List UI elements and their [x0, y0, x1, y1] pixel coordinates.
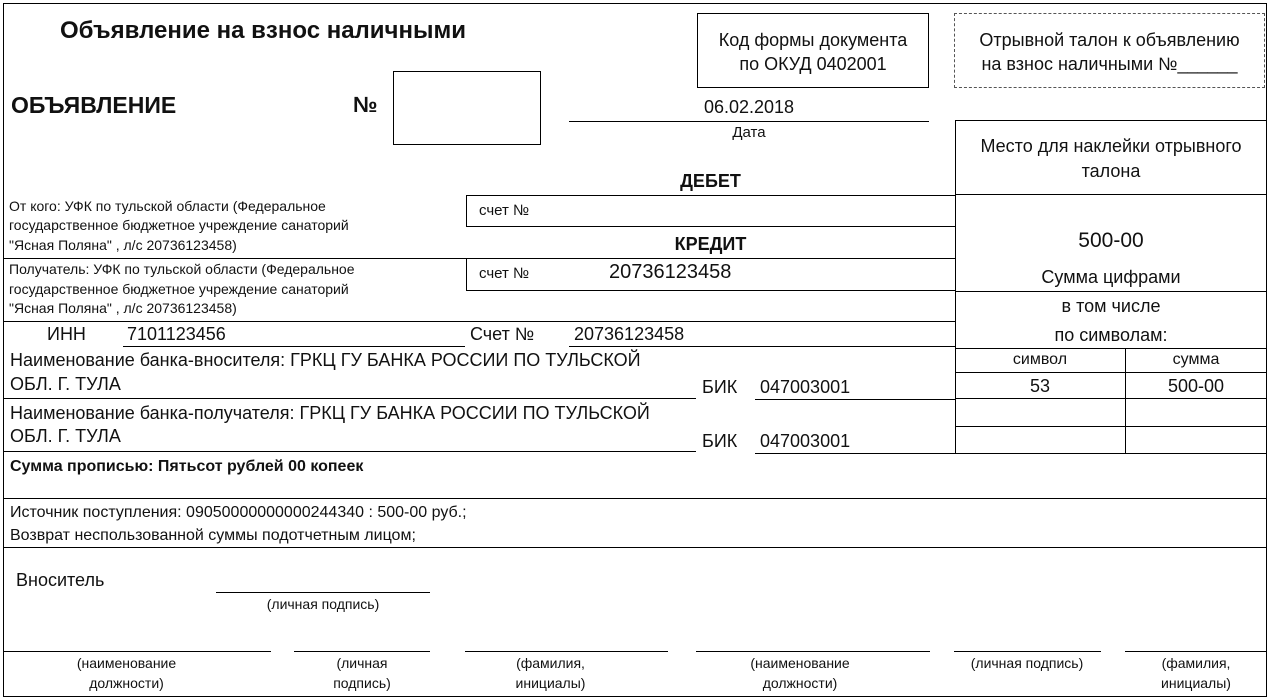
sticker-line2: талона	[1081, 161, 1141, 181]
name-b-line[interactable]	[1125, 651, 1267, 652]
credit-left-line	[466, 258, 467, 290]
to-line1: Получатель: УФК по тульской области (Федеральное	[9, 261, 355, 277]
depositor-label: Вноситель	[16, 570, 105, 590]
col-sum-header: сумма	[1172, 351, 1220, 368]
sum-words-bottom-line	[3, 498, 1267, 499]
to-line3: "Ясная Поляна" , л/с 20736123458)	[9, 300, 237, 316]
sum-in-words: Сумма прописью: Пятьсот рублей 00 копеек	[10, 458, 364, 475]
bank-payer-underline	[3, 398, 696, 399]
debit-left-line	[466, 195, 467, 226]
credit-account-label: счет №	[479, 265, 530, 282]
name-caption-line2: инициалы)	[515, 675, 586, 691]
bank-payer-line1: Наименование банка-вносителя: ГРКЦ ГУ БАНКА РОССИИ ПО ТУЛЬСКОЙ	[10, 350, 641, 370]
col-symbol-header: символ	[1012, 351, 1068, 368]
position-caption-line1: (наименование	[76, 655, 177, 671]
credit-account-value[interactable]: 20736123458	[609, 261, 732, 283]
number-sign: №	[353, 92, 378, 117]
position-b-line[interactable]	[696, 651, 930, 652]
right-panel-top-line	[955, 120, 1267, 121]
position-caption-line2: должности)	[89, 675, 164, 691]
stub-line1: Отрывной талон к объявлению	[979, 30, 1240, 50]
bank-receiver-bik-label: БИК	[702, 431, 738, 451]
form-title: Объявление на взнос наличными	[60, 17, 466, 44]
bank-receiver-line1: Наименование банка-получателя: ГРКЦ ГУ БАНКА РОССИИ ПО ТУЛЬСКОЙ	[10, 403, 650, 423]
bank-payer-bik-underline	[755, 399, 955, 400]
to-line2: государственное бюджетное учреждение санаторий	[9, 281, 349, 297]
credit-heading: КРЕДИТ	[674, 234, 747, 254]
source-line2: Возврат неспользованной суммы подотчетным лицом;	[10, 527, 416, 544]
inn-account-underline	[569, 346, 955, 347]
name-b-caption-line2: инициалы)	[1161, 675, 1231, 691]
name-b-caption-line1: (фамилия,	[1161, 655, 1231, 671]
ad-number-box[interactable]	[393, 71, 541, 145]
row1-sum[interactable]: 500-00	[1167, 376, 1225, 396]
bank-receiver-bik-value[interactable]: 047003001	[760, 431, 851, 451]
date-value[interactable]: 06.02.2018	[703, 97, 795, 117]
inn-underline	[123, 346, 465, 347]
from-line1: От кого: УФК по тульской области (Федеральное	[9, 198, 326, 214]
sum-digits-bottom-line	[955, 291, 1267, 292]
debit-bottom-line	[466, 226, 955, 227]
signature-b-line[interactable]	[954, 651, 1101, 652]
sticker-line1: Место для наклейки отрывного	[980, 136, 1242, 156]
inn-top-line	[3, 321, 955, 322]
sticker-bottom-line	[955, 194, 1267, 195]
name-caption-line1: (фамилия,	[516, 655, 585, 671]
sum-digits-label: Сумма цифрами	[1041, 267, 1181, 287]
symbols-header-line	[955, 372, 1267, 373]
stub-line2: на взнос наличными №______	[981, 54, 1238, 74]
source-line1: Источник поступления: 09050000000000244340 : 500-00 руб.;	[10, 504, 467, 521]
depositor-signature-caption: (личная подпись)	[266, 596, 380, 612]
ad-word: ОБЪЯВЛЕНИЕ	[11, 92, 177, 118]
date-underline	[569, 121, 929, 122]
inn-account-value[interactable]: 20736123458	[574, 324, 685, 344]
signature2-line[interactable]	[294, 651, 430, 652]
bank-payer-line2: ОБЛ. Г. ТУЛА	[10, 374, 121, 394]
bank-receiver-underline	[3, 451, 696, 452]
bank-payer-bik-label: БИК	[702, 377, 738, 397]
row1-symbol[interactable]: 53	[1029, 376, 1051, 396]
position-b-caption-line1: (наименование	[750, 655, 850, 671]
debit-top-line	[466, 195, 955, 196]
from-line2: государственное бюджетное учреждение санаторий	[9, 217, 349, 233]
inn-label: ИНН	[47, 324, 86, 344]
name-line[interactable]	[465, 651, 668, 652]
depositor-signature-line[interactable]	[216, 592, 430, 593]
signature2-caption-line1: (личная	[336, 655, 388, 671]
bank-payer-bik-value[interactable]: 047003001	[760, 377, 851, 397]
credit-top-line	[3, 258, 955, 259]
source-bottom-line	[3, 547, 1267, 548]
sum-digits-value[interactable]: 500-00	[1078, 229, 1144, 252]
date-label: Дата	[732, 124, 766, 141]
position-line[interactable]	[3, 651, 271, 652]
from-line3: "Ясная Поляна" , л/с 20736123458)	[9, 237, 237, 253]
signature-b-caption: (личная подпись)	[970, 655, 1084, 671]
by-symbols-label: по символам:	[1054, 325, 1168, 345]
signature2-caption-line2: подпись)	[333, 675, 391, 691]
symbols-row1-line	[955, 398, 1267, 399]
form-code-line2: по ОКУД 0402001	[739, 54, 887, 74]
inn-value[interactable]: 7101123456	[127, 324, 226, 344]
form-code-line1: Код формы документа	[718, 30, 908, 50]
bank-receiver-bik-underline	[755, 453, 955, 454]
including-label: в том числе	[1061, 296, 1161, 316]
symbols-row2-line	[955, 426, 1267, 427]
position-b-caption-line2: должности)	[762, 675, 838, 691]
symbols-table-bottom-line	[955, 453, 1267, 454]
debit-account-label: счет №	[479, 202, 530, 219]
symbols-table-top-line	[955, 348, 1267, 349]
inn-account-label: Счет №	[470, 324, 535, 344]
credit-bottom-line	[466, 290, 955, 291]
bank-receiver-line2: ОБЛ. Г. ТУЛА	[10, 426, 121, 446]
debit-heading: ДЕБЕТ	[680, 171, 741, 191]
